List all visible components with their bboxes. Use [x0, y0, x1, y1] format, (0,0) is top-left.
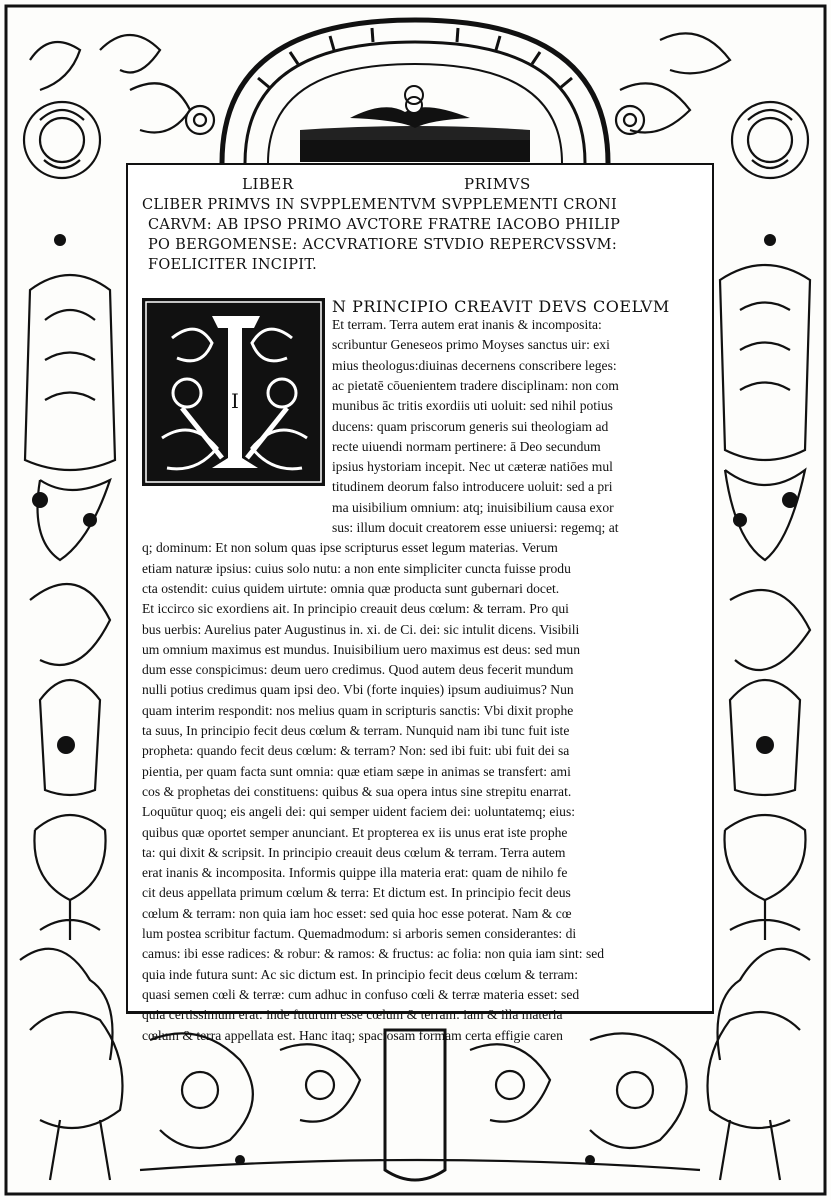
text-line: Loquūtur quoq; eis angeli dei: qui semper uident faciem dei: uoluntatemq; eius: — [142, 804, 576, 820]
text-line: q; dominum: Et non solum quas ipse scripturus esset legum materias. Verum — [142, 540, 558, 556]
text-line: etiam naturæ ipsius: cuius solo nutu: a non ente simpliciter cuncta fuisse produ — [142, 560, 571, 576]
text-line: dum esse conspicimus: deum uero credimus. Quod autem deus fecerit mundum — [142, 662, 574, 678]
text-line: Et iccirco sic exordiens ait. In principio creauit deus cœlum: & terram. Pro qui — [142, 601, 569, 617]
running-head-primus: PRIMVS — [464, 175, 531, 193]
text-line: pientia, per quam facta sunt omnia: quæ etiam sæpe in animas se transfert: ami — [142, 763, 571, 779]
text-line: ta suus, In principio fecit deus cœlum & terram. Nunquid nam ibi tunc fuit iste — [142, 723, 570, 738]
text-line: ducens: quam priscorum generis sui theologiam ad — [332, 418, 609, 434]
text-line: quia certissimum erat: inde futurum esse cœlum & terram: iam & illa materia — [142, 1007, 563, 1023]
title-line: CARVM: AB IPSO PRIMO AVCTORE FRATRE IACOBO PHILIP — [148, 217, 621, 233]
text-block — [126, 163, 714, 1043]
title-line: FOELICITER INCIPIT. — [148, 257, 318, 273]
text-line: ipsius hystoriam incepit. Nec ut cæteræ natiōes mul — [332, 459, 613, 475]
text-line: ac pietatē cōuenientem tradere disciplinam: non com — [332, 377, 619, 393]
text-line: quam interim respondit: nos melius quam in scripturis sanctis: Vbi dixit prophe — [142, 702, 574, 718]
text-line: cœlum & terra appellata est. Hanc itaq; spaciosam formam certa effigie caren — [142, 1027, 563, 1043]
text-line: bus uerbis: Aurelius pater Augustinus in. xi. de Ci. dei: sic intulit dicens. Visibili — [142, 621, 580, 637]
text-line: recte uiuendi normam pertinere: ā Deo secundum — [332, 438, 601, 454]
dove-emblem — [300, 86, 530, 162]
text-line: nulli potius credimus quam ipsi deo. Vbi (forte inquies) ipsum audiuimus? Nun — [142, 682, 574, 698]
text-line: propheta: quando fecit deus cœlum: & terram? Non: sed ibi fuit: ubi fuit dei sa — [142, 743, 570, 759]
text-line: cit deus appellata primum cœlum & terra: Et dictum est. In principio fecit deus — [142, 885, 571, 901]
initial-letter: I — [231, 389, 239, 413]
text-line: scribuntur Geneseos primo Moyses sanctus uir: exi — [332, 337, 610, 353]
text-line: sus: illum docuit creatorem esse uniuersi: regemq; at — [332, 520, 619, 535]
text-line: ma uisibilium omnium: atq; inuisibilium causa exor — [332, 499, 614, 515]
text-line: cta ostendit: cuius quidem uirtute: omnia quæ producta sunt gubernari docet. — [142, 580, 560, 596]
text-line: quia inde futura sunt: Ac sic dictum est. In principio fecit deus cœlum & terram: — [142, 966, 579, 982]
text-line: lum postea scribitur factum. Quemadmodum: si arboris semen considerantes: di — [142, 926, 577, 941]
text-line: erat inanis & incomposita. Informis quippe illa materia erat: quam de nihilo fe — [142, 865, 568, 881]
text-line: titudinem deorum falso introducere uoluit: sed a pri — [332, 479, 613, 495]
running-head — [142, 171, 702, 195]
text-line: um omnium maximus est mundus. Inuisibilium uero maximus est deus: sed mun — [142, 641, 581, 657]
opening-line: N PRINCIPIO CREAVIT DEVS COELVM — [332, 297, 670, 316]
text-line: mius theologus:diuinas decernens conscribere leges: — [332, 357, 617, 373]
text-line: cœlum & terram: non quia iam hoc esset: sed quia hoc esse poterat. Nam & cœ — [142, 905, 572, 921]
text-line: Et terram. Terra autem erat inanis & incomposita: — [332, 317, 602, 332]
text-line: quibus quæ oportet semper anunciant. Et propterea ex iis unus erat iste prophe — [142, 824, 568, 840]
title-line: CLIBER PRIMVS IN SVPPLEMENTVM SVPPLEMENTI CRONI — [142, 197, 618, 213]
text-line: munibus āc tritis exordiis uti uoluit: sed nihil potius — [332, 398, 613, 414]
title-line: PO BERGOMENSE: ACCVRATIORE STVDIO REPERCVSSVM: — [148, 237, 618, 253]
running-head-liber: LIBER — [242, 175, 294, 193]
text-line: quasi semen cœli & terræ: cum adhuc in confuso cœli & terræ materia esset: sed — [142, 986, 580, 1002]
text-line: camus: ibi esse radices: & robur: & ramos: & fructus: ac folia: non quia iam sint: sed — [142, 946, 605, 962]
chapter-header — [142, 171, 702, 275]
text-line: cos & prophetas dei constituens: quibus & sua opera intus sine strepitu enarrat. — [142, 783, 572, 799]
decorated-initial — [142, 298, 325, 486]
text-line: ta: qui dixit & scripsit. In principio creauit deus cœlum & terram. Terra autem — [142, 844, 566, 860]
